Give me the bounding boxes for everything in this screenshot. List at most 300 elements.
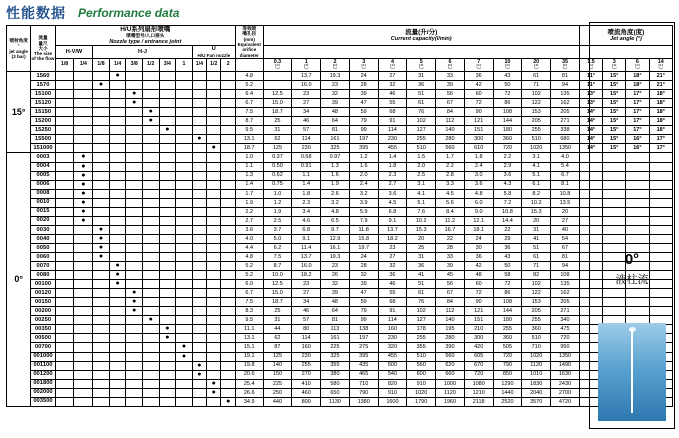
flow-value-7: 670 [464, 361, 493, 370]
flow-value-10: 950 [551, 343, 580, 352]
flow-value-9: 51 [522, 243, 551, 252]
header-orifice: 等效喷 嘴孔径 (mm) Equivalent orifice diameter [235, 26, 263, 59]
flow-value-4: 27 [378, 72, 407, 81]
orifice-diameter: 13.1 [235, 135, 263, 144]
connection-mark-8 [192, 397, 206, 406]
orifice-diameter: 25.4 [235, 379, 263, 388]
connection-mark-0 [55, 243, 74, 252]
flow-value-6: 8.4 [436, 207, 465, 216]
flow-value-5: 61 [407, 289, 436, 298]
connection-mark-9 [207, 307, 221, 316]
connection-mark-8 [192, 388, 206, 397]
flow-value-4: 46 [378, 280, 407, 289]
flow-value-9: 71 [522, 262, 551, 271]
flow-value-5: 255 [407, 334, 436, 343]
jet-angle-value-1: 15° [603, 108, 626, 117]
angle-head-3: 14 巴 [649, 58, 672, 71]
flow-value-7: 24 [464, 234, 493, 243]
hu-subhead-5: 1/2 [142, 58, 159, 71]
flow-value-0: 0.50 [263, 162, 292, 171]
connection-mark-1 [74, 343, 93, 352]
connection-mark-3 [109, 234, 126, 243]
jet-angle-value-3: 17° [649, 144, 672, 153]
flow-value-0: 18.7 [263, 298, 292, 307]
flow-value-7: 90 [464, 108, 493, 117]
flow-value-2: 48 [321, 108, 350, 117]
table-row [7, 171, 673, 180]
connection-mark-10 [221, 207, 235, 216]
connection-mark-3 [109, 225, 126, 234]
jet-angle-value-2: 17° [626, 117, 649, 126]
flow-value-8: 72 [493, 280, 522, 289]
flow-value-9: 3570 [522, 397, 551, 406]
flow-value-3: 39 [349, 280, 378, 289]
flow-value-4: 230 [378, 135, 407, 144]
flow-value-10: 205 [551, 108, 580, 117]
connection-mark-2 [93, 352, 110, 361]
connection-mark-2 [93, 72, 110, 81]
connection-mark-6: ● [159, 325, 176, 334]
connection-mark-10 [221, 262, 235, 271]
flow-value-6: 67 [436, 289, 465, 298]
nozzle-size: 0015 [31, 207, 55, 216]
orifice-diameter: 19.8 [235, 361, 263, 370]
header-pressure-row [263, 46, 579, 59]
connection-mark-2 [93, 361, 110, 370]
connection-mark-7: ● [176, 352, 193, 361]
connection-mark-0 [55, 252, 74, 261]
nozzle-size: 15150 [31, 108, 55, 117]
flow-value-3: 7.9 [349, 216, 378, 225]
orifice-diameter: 20.6 [235, 370, 263, 379]
header-u: U H/U Fan nozzle [192, 46, 235, 59]
connection-mark-6 [159, 90, 176, 99]
connection-mark-10 [221, 271, 235, 280]
connection-mark-9 [207, 289, 221, 298]
flow-value-3: 275 [349, 343, 378, 352]
hu-subhead-7: 1 [176, 58, 193, 71]
connection-mark-10 [221, 162, 235, 171]
connection-mark-6 [159, 289, 176, 298]
flow-value-7: 151 [464, 126, 493, 135]
flow-value-6: 16.7 [436, 225, 465, 234]
connection-mark-1 [74, 379, 93, 388]
connection-mark-4: ● [126, 298, 143, 307]
connection-mark-1 [74, 99, 93, 108]
flow-value-1: 57 [292, 316, 321, 325]
flow-value-2: 26 [321, 271, 350, 280]
flow-value-0: 1.9 [263, 207, 292, 216]
orifice-diameter: 2.7 [235, 216, 263, 225]
connection-mark-5 [142, 180, 159, 189]
connection-mark-3 [109, 198, 126, 207]
connection-mark-5 [142, 361, 159, 370]
flow-value-3: 59 [349, 298, 378, 307]
connection-mark-10 [221, 325, 235, 334]
connection-mark-9 [207, 280, 221, 289]
connection-mark-1 [74, 352, 93, 361]
flow-value-8: 58 [493, 271, 522, 280]
flow-value-2: 650 [321, 388, 350, 397]
connection-mark-2: ● [93, 252, 110, 261]
flow-value-7: 72 [464, 99, 493, 108]
flow-value-4: 32 [378, 81, 407, 90]
flow-value-9: 71 [522, 81, 551, 90]
subhead-row [7, 58, 673, 71]
connection-mark-7 [176, 81, 193, 90]
flow-value-5: 51 [407, 90, 436, 99]
orifice-diameter: 34.9 [235, 397, 263, 406]
connection-mark-5 [142, 198, 159, 207]
connection-mark-1 [74, 316, 93, 325]
flow-value-2: 161 [321, 334, 350, 343]
flow-value-6: 1960 [436, 397, 465, 406]
connection-mark-9 [207, 81, 221, 90]
flow-value-4: 114 [378, 126, 407, 135]
flow-value-1: 0.68 [292, 153, 321, 162]
connection-mark-9 [207, 325, 221, 334]
connection-mark-0 [55, 225, 74, 234]
connection-mark-3 [109, 316, 126, 325]
connection-mark-2 [93, 388, 110, 397]
flow-value-6: 280 [436, 135, 465, 144]
orifice-diameter: 9.5 [235, 126, 263, 135]
flow-value-7: 18.1 [464, 225, 493, 234]
connection-mark-0 [55, 90, 74, 99]
connection-mark-6 [159, 343, 176, 352]
table-row [7, 352, 673, 361]
connection-mark-5 [142, 370, 159, 379]
orifice-diameter: 6.7 [235, 289, 263, 298]
flow-value-7: 720 [464, 370, 493, 379]
table-row [7, 162, 673, 171]
flow-value-3: 3.2 [349, 189, 378, 198]
angle-head-1: 3 巴 [603, 58, 626, 71]
flow-value-0: 62 [263, 135, 292, 144]
connection-mark-5 [142, 388, 159, 397]
connection-mark-10 [221, 72, 235, 81]
connection-mark-4 [126, 370, 143, 379]
connection-mark-2 [93, 316, 110, 325]
connection-mark-6 [159, 207, 176, 216]
connection-mark-10 [221, 252, 235, 261]
flow-value-1: 46 [292, 307, 321, 316]
flow-value-0: 225 [263, 379, 292, 388]
flow-value-8: 505 [493, 343, 522, 352]
orifice-diameter: 6.4 [235, 90, 263, 99]
flow-value-8: 180 [493, 126, 522, 135]
flow-value-2: 64 [321, 307, 350, 316]
connection-mark-5 [142, 234, 159, 243]
hu-subhead-8: 1/4 [192, 58, 206, 71]
flow-value-2: 325 [321, 352, 350, 361]
connection-mark-2 [93, 180, 110, 189]
connection-mark-1 [74, 225, 93, 234]
flow-value-4: 500 [378, 361, 407, 370]
connection-mark-6 [159, 99, 176, 108]
flow-value-3: 59 [349, 108, 378, 117]
connection-mark-10 [221, 388, 235, 397]
connection-mark-8 [192, 198, 206, 207]
flow-value-8: 2520 [493, 397, 522, 406]
flow-value-7: 300 [464, 135, 493, 144]
flow-value-2: 19.3 [321, 72, 350, 81]
flow-value-2: 32 [321, 90, 350, 99]
flow-value-2: 225 [321, 343, 350, 352]
flow-value-1: 1.4 [292, 180, 321, 189]
flow-value-9: 205 [522, 307, 551, 316]
connection-mark-9 [207, 171, 221, 180]
flow-value-5: 25 [407, 243, 436, 252]
connection-mark-8 [192, 271, 206, 280]
connection-mark-9 [207, 153, 221, 162]
orifice-diameter: 18.7 [235, 144, 263, 153]
jet-angle-value-2: 16° [626, 144, 649, 153]
table-row [7, 225, 673, 234]
flow-value-4: 2.3 [378, 171, 407, 180]
flow-value-0: 1.2 [263, 198, 292, 207]
table-row [7, 271, 673, 280]
nozzle-size: 00500 [31, 334, 55, 343]
flow-value-3: 1380 [349, 397, 378, 406]
connection-mark-8 [192, 72, 206, 81]
connection-mark-3 [109, 99, 126, 108]
flow-value-10: 67 [551, 243, 580, 252]
connection-mark-5 [142, 271, 159, 280]
nozzle-size: 0040 [31, 234, 55, 243]
flow-value-4: 2.7 [378, 180, 407, 189]
orifice-diameter: 8.7 [235, 117, 263, 126]
flow-value-6: 45 [436, 271, 465, 280]
flow-value-7: 90 [464, 298, 493, 307]
flow-value-4: 13.7 [378, 225, 407, 234]
flow-value-0: 12.5 [263, 280, 292, 289]
connection-mark-5 [142, 189, 159, 198]
page-title-en: Performance data [78, 6, 180, 20]
connection-mark-9 [207, 271, 221, 280]
jet-angle-value-1: 15° [603, 135, 626, 144]
connection-mark-2 [93, 334, 110, 343]
flow-value-0: 8.7 [263, 262, 292, 271]
connection-mark-8 [192, 243, 206, 252]
flow-value-4: 820 [378, 379, 407, 388]
table-row [7, 361, 673, 370]
flow-value-7: 3.0 [464, 171, 493, 180]
flow-value-7: 3.6 [464, 180, 493, 189]
flow-value-0: 25 [263, 117, 292, 126]
connection-mark-2 [93, 153, 110, 162]
connection-mark-1 [74, 397, 93, 406]
connection-mark-0 [55, 216, 74, 225]
orifice-diameter: 9.5 [235, 316, 263, 325]
flow-value-10: 2430 [551, 379, 580, 388]
nozzle-size: 001200 [31, 370, 55, 379]
connection-mark-1: ● [74, 216, 93, 225]
connection-mark-0 [55, 352, 74, 361]
connection-mark-1: ● [74, 198, 93, 207]
flow-value-3: 15.8 [349, 234, 378, 243]
connection-mark-7 [176, 108, 193, 117]
flow-value-1: 13.7 [292, 72, 321, 81]
flow-value-4: 540 [378, 370, 407, 379]
connection-mark-1 [74, 72, 93, 81]
connection-mark-3 [109, 379, 126, 388]
flow-value-1: 800 [292, 397, 321, 406]
connection-mark-10 [221, 189, 235, 198]
connection-mark-4: ● [126, 307, 143, 316]
jet-angle-value-2: 16° [626, 135, 649, 144]
flow-value-10: 8.1 [551, 180, 580, 189]
connection-mark-8 [192, 225, 206, 234]
flow-value-5: 355 [407, 343, 436, 352]
nozzle-size: 0070 [31, 262, 55, 271]
flow-value-0 [263, 81, 292, 90]
jet-angle-value-1: 15° [603, 72, 626, 81]
connection-mark-9 [207, 198, 221, 207]
jet-angle-value-3: 18° [649, 99, 672, 108]
flow-value-3: 79 [349, 117, 378, 126]
orifice-diameter: 1.7 [235, 189, 263, 198]
flow-value-9: 1020 [522, 144, 551, 153]
flow-value-3: 2.0 [349, 171, 378, 180]
flow-value-7: 60 [464, 90, 493, 99]
flow-value-5: 178 [407, 325, 436, 334]
flow-value-9: 3.1 [522, 153, 551, 162]
table-row [7, 153, 673, 162]
connection-mark-2 [93, 307, 110, 316]
flow-value-8: 1440 [493, 388, 522, 397]
connection-mark-9 [207, 90, 221, 99]
flow-value-7: 1.8 [464, 153, 493, 162]
flow-value-10: 54 [551, 234, 580, 243]
flow-value-6: 195 [436, 325, 465, 334]
connection-mark-6 [159, 135, 176, 144]
flow-value-8: 790 [493, 361, 522, 370]
table-row [7, 144, 673, 153]
flow-value-4: 91 [378, 117, 407, 126]
connection-mark-6 [159, 144, 176, 153]
flow-value-5: 36 [407, 81, 436, 90]
connection-mark-8 [192, 153, 206, 162]
flow-value-10: 4.0 [551, 153, 580, 162]
flow-value-6: 28 [436, 243, 465, 252]
connection-mark-6 [159, 252, 176, 261]
flow-value-6: 390 [436, 343, 465, 352]
connection-mark-3 [109, 162, 126, 171]
connection-mark-10 [221, 81, 235, 90]
connection-mark-1 [74, 90, 93, 99]
flow-value-0: 125 [263, 352, 292, 361]
flow-value-8: 108 [493, 298, 522, 307]
connection-mark-6 [159, 81, 176, 90]
pressure-head-3: 3 巴 [349, 58, 378, 71]
connection-mark-4 [126, 334, 143, 343]
flow-value-6: 560 [436, 352, 465, 361]
hu-subhead-2: 1/8 [93, 58, 110, 71]
jet-angle-value-1: 15° [603, 81, 626, 90]
connection-mark-1: ● [74, 207, 93, 216]
connection-mark-10 [221, 90, 235, 99]
connection-mark-4 [126, 262, 143, 271]
flow-value-8: 50 [493, 262, 522, 271]
flow-value-0: 15.0 [263, 99, 292, 108]
connection-mark-0 [55, 379, 74, 388]
connection-mark-1 [74, 370, 93, 379]
flow-value-8: 22 [493, 225, 522, 234]
connection-mark-4 [126, 180, 143, 189]
connection-mark-5 [142, 90, 159, 99]
jet-angle-value-2: 18° [626, 72, 649, 81]
flow-value-10: 4720 [551, 397, 580, 406]
nozzle-size: 15120 [31, 99, 55, 108]
flow-value-1: 16.0 [292, 262, 321, 271]
hu-subhead-0: 1/8 [55, 58, 74, 71]
flow-value-8: 180 [493, 316, 522, 325]
jet-angle-value-1: 15° [603, 144, 626, 153]
flow-value-2: 113 [321, 325, 350, 334]
flow-value-5: 61 [407, 99, 436, 108]
connection-mark-9 [207, 72, 221, 81]
connection-mark-9: ● [207, 388, 221, 397]
connection-mark-7 [176, 370, 193, 379]
flow-value-0 [263, 72, 292, 81]
jet-angle-value-0: 11° [579, 72, 602, 81]
jet-angle-value-3: 21° [649, 72, 672, 81]
connection-mark-7 [176, 171, 193, 180]
connection-mark-7 [176, 262, 193, 271]
flow-value-8: 255 [493, 325, 522, 334]
connection-mark-2: ● [93, 81, 110, 90]
connection-mark-4 [126, 72, 143, 81]
jet-angle-value-2: 17° [626, 126, 649, 135]
flow-value-0: 15.0 [263, 289, 292, 298]
connection-mark-8 [192, 117, 206, 126]
connection-mark-6 [159, 180, 176, 189]
flow-value-7: 420 [464, 343, 493, 352]
table-row [7, 207, 673, 216]
connection-mark-10 [221, 135, 235, 144]
header-hu-vw: H-V/W [55, 46, 93, 59]
flow-value-2: 23 [321, 81, 350, 90]
connection-mark-0 [55, 162, 74, 171]
connection-mark-4 [126, 243, 143, 252]
connection-mark-0 [55, 126, 74, 135]
connection-mark-3 [109, 81, 126, 90]
connection-mark-6 [159, 271, 176, 280]
nozzle-size: 1560 [31, 72, 55, 81]
connection-mark-10 [221, 316, 235, 325]
flow-value-1: 80 [292, 325, 321, 334]
connection-mark-4: ● [126, 90, 143, 99]
connection-mark-4: ● [126, 99, 143, 108]
jet-angle-value-2: 17° [626, 90, 649, 99]
connection-mark-8 [192, 298, 206, 307]
connection-mark-9 [207, 243, 221, 252]
connection-mark-0 [55, 397, 74, 406]
table-row [7, 72, 673, 81]
flow-value-7: 12.1 [464, 216, 493, 225]
flow-value-6: 39 [436, 262, 465, 271]
connection-mark-4 [126, 207, 143, 216]
connection-mark-0 [55, 117, 74, 126]
connection-mark-0 [55, 271, 74, 280]
pressure-head-8: 10 巴 [493, 58, 522, 71]
flow-value-7: 121 [464, 117, 493, 126]
connection-mark-6 [159, 216, 176, 225]
connection-mark-5 [142, 153, 159, 162]
flow-value-8: 2.2 [493, 153, 522, 162]
flow-value-0: 5.0 [263, 234, 292, 243]
